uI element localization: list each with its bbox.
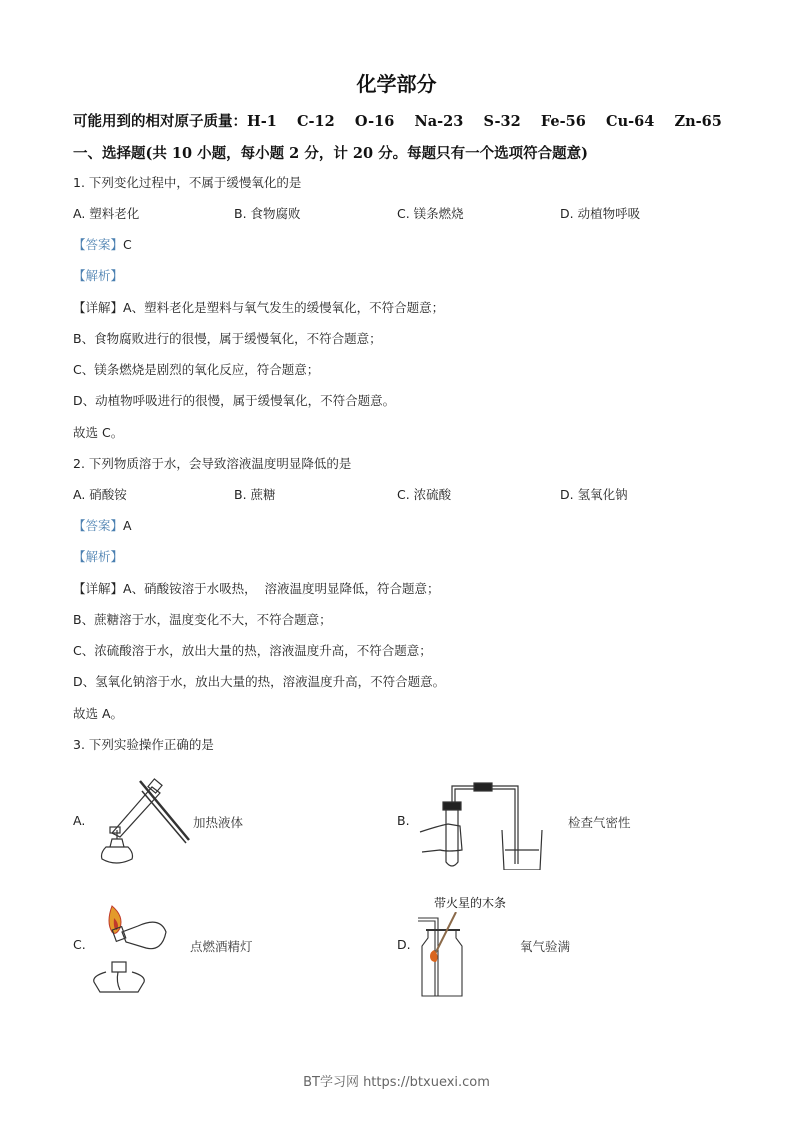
figure-b-letter: B.: [397, 813, 410, 828]
question-2-detail-b: B、蔗糖溶于水，温度变化不大，不符合题意；: [73, 612, 332, 627]
figure-d-label: 带火星的木条: [434, 896, 507, 910]
question-1-detail-c: C、镁条燃烧是剧烈的氧化反应，符合题意；: [73, 362, 320, 377]
question-1-option-a: A. 塑料老化: [73, 206, 140, 221]
question-3-stem: 3. 下列实验操作正确的是: [73, 737, 214, 752]
answer-value: C: [123, 237, 132, 252]
atomic-masses-values: H-1 C-12 O-16 Na-23 S-32 Fe-56 Cu-64 Zn-65: [247, 113, 722, 130]
figure-b-caption: 检查气密性: [568, 815, 631, 830]
detail-text: A、硝酸铵溶于水吸热， 溶液温度明显降低，符合题意；: [123, 581, 440, 596]
question-1-answer: [73, 235, 132, 253]
airtightness-check-icon: [418, 780, 548, 870]
question-2-answer: [73, 516, 132, 534]
question-1-detail-a: [73, 298, 444, 316]
figure-a-caption: 加热液体: [193, 815, 244, 830]
question-1-option-d: D. 动植物呼吸: [560, 206, 641, 221]
question-2-conclusion: 故选 A。: [73, 706, 124, 721]
answer-value: A: [123, 518, 132, 533]
figure-d-letter: D.: [397, 937, 411, 952]
question-2-stem: 2. 下列物质溶于水，会导致溶液温度明显降低的是: [73, 456, 352, 471]
figure-c-letter: C.: [73, 937, 86, 952]
detail-tag: 【详解】: [73, 581, 124, 596]
alcohol-lamp-lighting-icon: [90, 902, 170, 1000]
question-1-detail-d: D、动植物呼吸进行的很慢，属于缓慢氧化，不符合题意。: [73, 393, 396, 408]
question-1-analysis-tag: 【解析】: [73, 268, 124, 283]
test-tube-heating-icon: [92, 775, 192, 867]
question-2-option-c: C. 浓硫酸: [397, 487, 452, 502]
question-2-option-a: A. 硝酸铵: [73, 487, 127, 502]
question-2-detail-c: C、浓硫酸溶于水，放出大量的热，溶液温度升高，不符合题意；: [73, 643, 432, 658]
figure-d-caption: 氧气验满: [520, 939, 571, 954]
oxygen-full-check-icon: [418, 912, 468, 998]
atomic-masses-label: 可能用到的相对原子质量：: [73, 113, 247, 130]
question-2-analysis-tag: 【解析】: [73, 549, 124, 564]
answer-tag: 【答案】: [73, 518, 124, 533]
question-2-option-d: D. 氢氧化钠: [560, 487, 628, 502]
answer-tag: 【答案】: [73, 237, 124, 252]
question-2-detail-d: D、氢氧化钠溶于水，放出大量的热，溶液温度升高，不符合题意。: [73, 674, 446, 689]
figure-a-letter: A.: [73, 813, 86, 828]
question-2-detail-a: [73, 579, 440, 597]
question-1-option-c: C. 镁条燃烧: [397, 206, 464, 221]
section-heading: 一、选择题(共 10 小题，每小题 2 分，计 20 分。每题只有一个选项符合题意): [73, 145, 588, 162]
detail-tag: 【详解】: [73, 300, 124, 315]
page-title: 化学部分: [356, 72, 437, 96]
question-1-detail-b: B、食物腐败进行的很慢，属于缓慢氧化，不符合题意；: [73, 331, 382, 346]
detail-text: A、塑料老化是塑料与氧气发生的缓慢氧化，不符合题意；: [123, 300, 445, 315]
footer-watermark: BT学习网 https://btxuexi.com: [303, 1075, 490, 1090]
question-2-option-b: B. 蔗糖: [234, 487, 276, 502]
question-1-option-b: B. 食物腐败: [234, 206, 301, 221]
figure-c-caption: 点燃酒精灯: [190, 939, 253, 954]
atomic-masses: [73, 110, 722, 131]
question-1-stem: 1. 下列变化过程中，不属于缓慢氧化的是: [73, 175, 302, 190]
question-1-conclusion: 故选 C。: [73, 425, 124, 440]
